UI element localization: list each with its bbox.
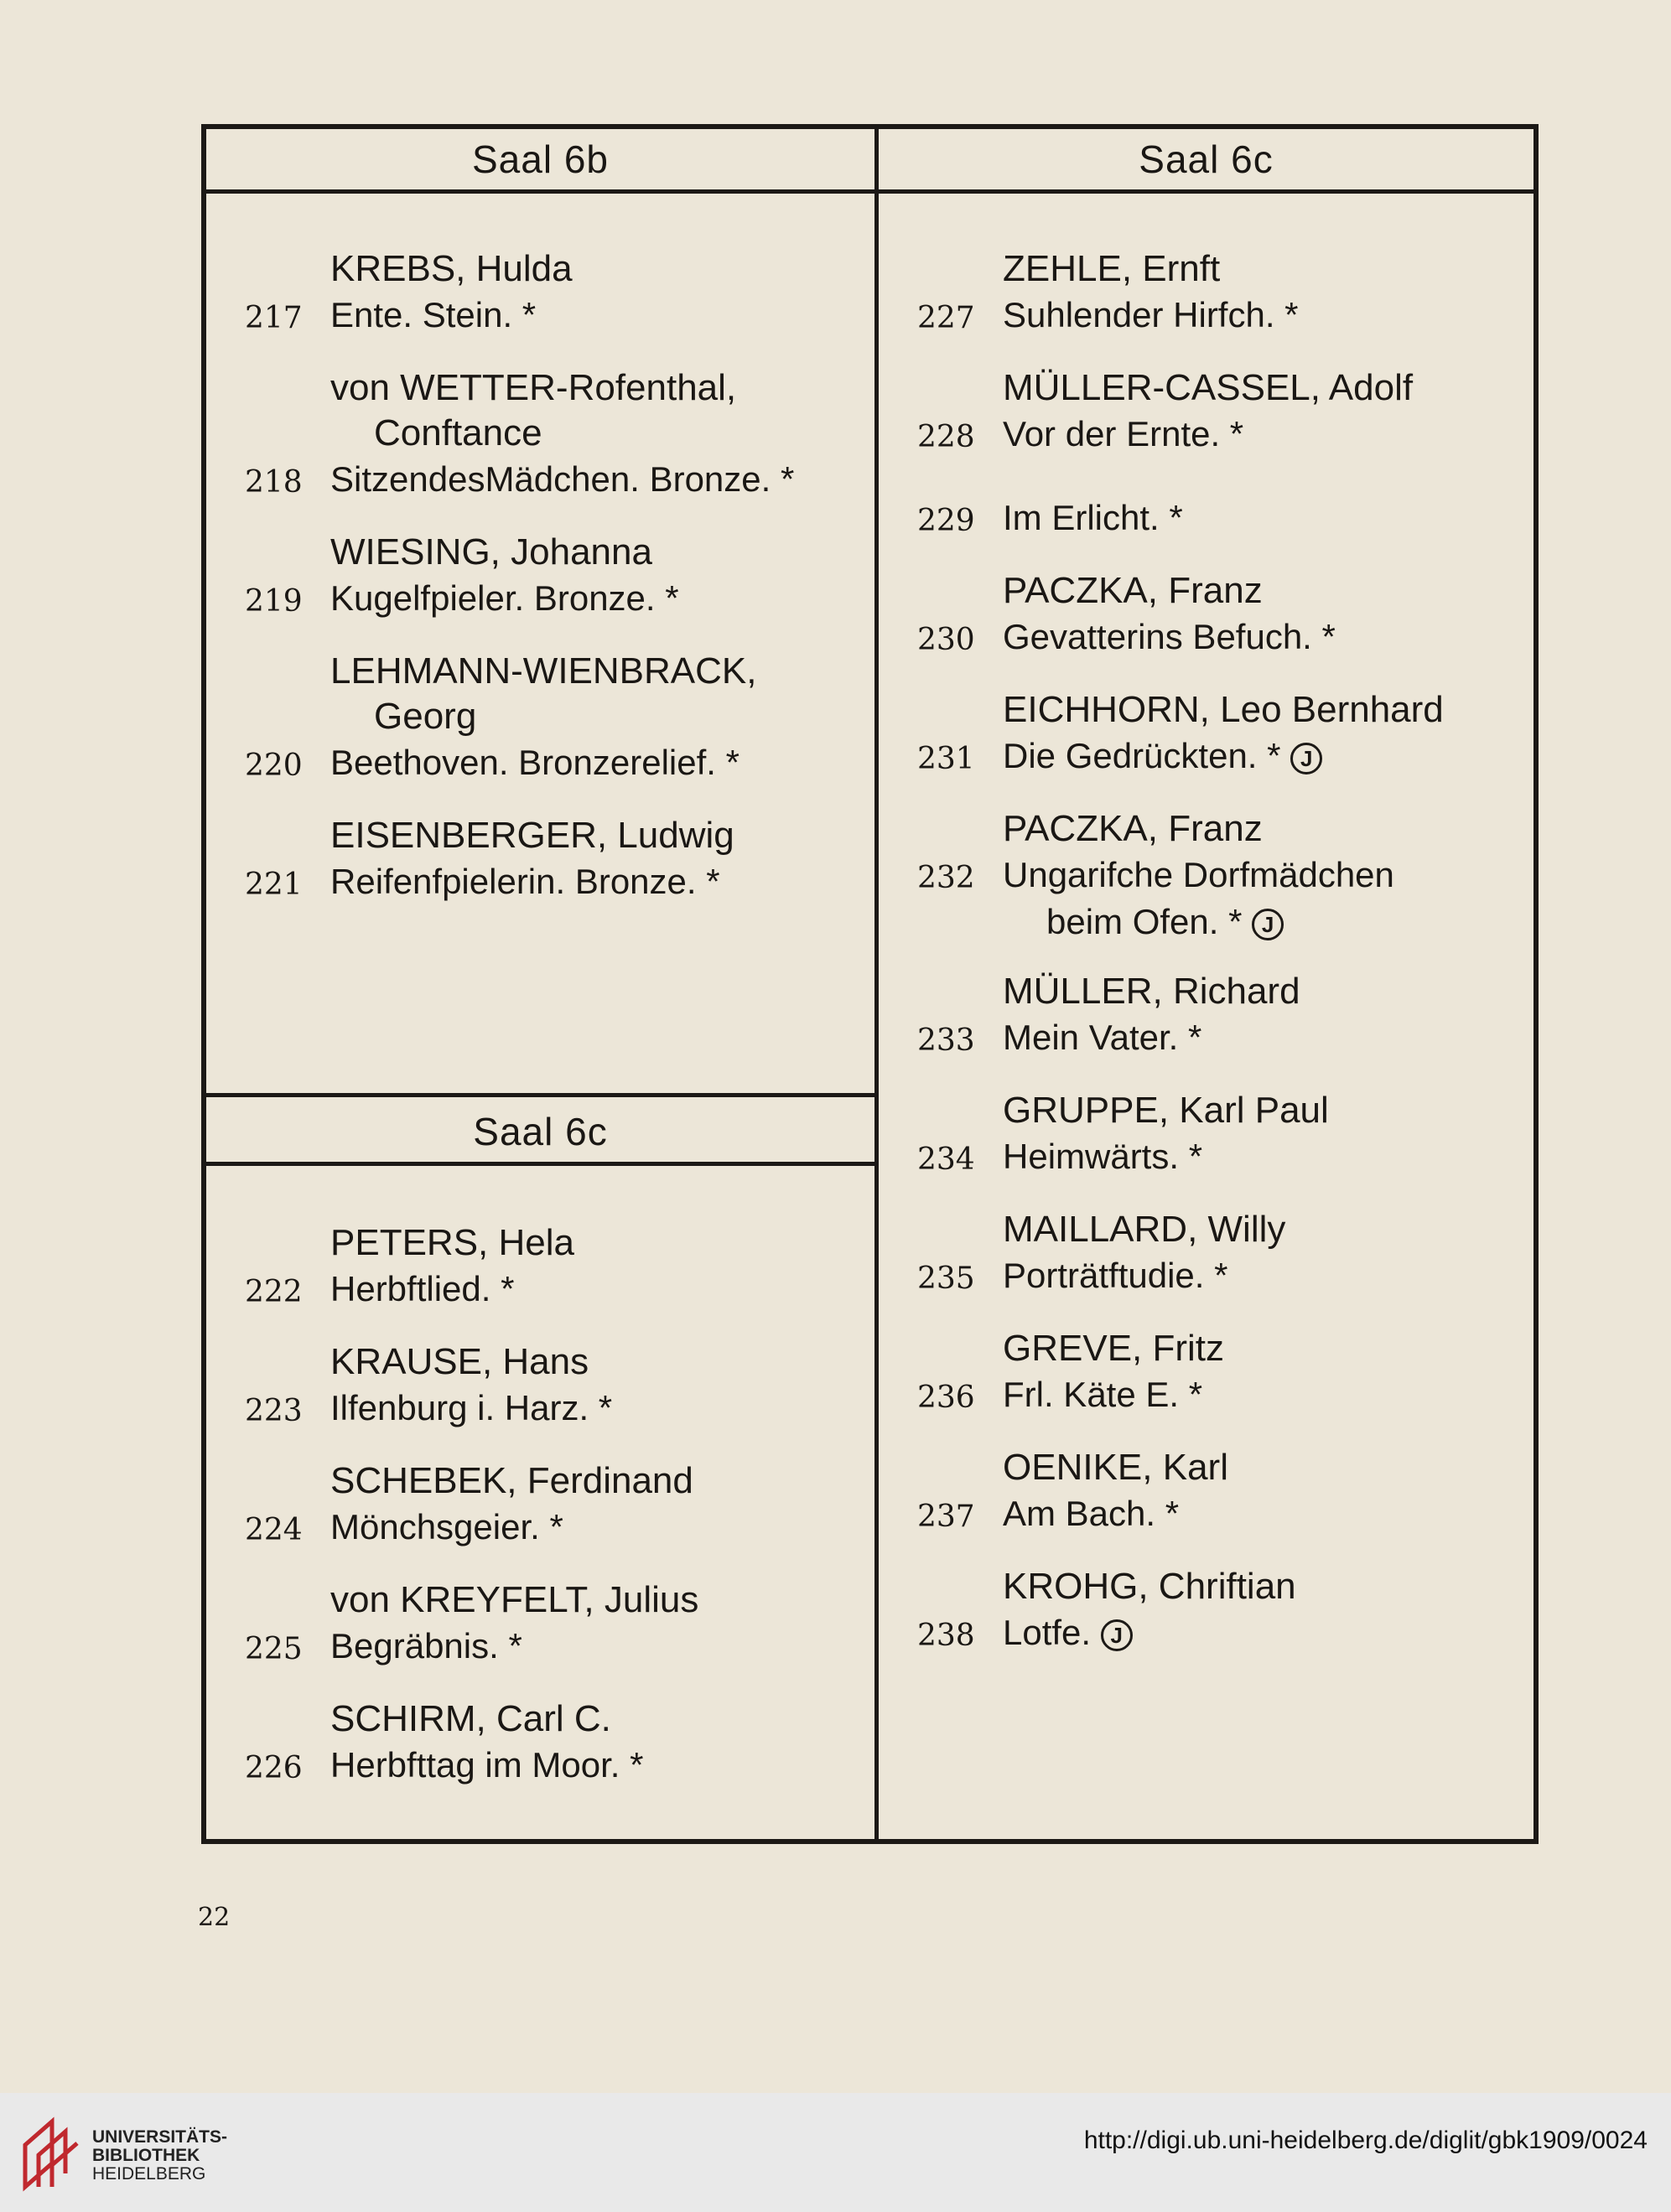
logo-line-2: BIBLIOTHEK xyxy=(92,2146,200,2165)
entry-title-text: Kugelfpieler. Bronze. * xyxy=(330,578,679,618)
catalog-entry xyxy=(879,1371,1533,1422)
entry-title xyxy=(330,1742,874,1792)
artist-label: KROHG, Chriftian xyxy=(1003,1566,1296,1607)
artist-name xyxy=(879,806,1533,852)
entry-title xyxy=(1003,1609,1533,1660)
entry-title xyxy=(330,739,874,790)
artist-label: WIESING, Johanna xyxy=(330,531,652,572)
entry-number: 234 xyxy=(917,1142,975,1177)
entry-title xyxy=(330,1623,874,1673)
artist-name xyxy=(879,568,1533,614)
artist-name xyxy=(206,813,874,858)
artist-label-continued: Georg xyxy=(374,696,477,737)
artist-label: MÜLLER, Richard xyxy=(1003,971,1300,1012)
entry-number: 231 xyxy=(917,742,975,776)
entry-title-text: Die Gedrückten. * xyxy=(1003,736,1281,775)
entry-title xyxy=(1003,733,1533,783)
entry-title-text: SitzendesMädchen. Bronze. * xyxy=(330,459,795,499)
artist-label: KRAUSE, Hans xyxy=(330,1341,589,1382)
entry-title-text: Lotfe. xyxy=(1003,1613,1092,1652)
entry-title-text: Heimwärts. * xyxy=(1003,1137,1203,1176)
entry-number: 217 xyxy=(245,301,303,335)
entry-title-text: Beethoven. Bronzerelief. * xyxy=(330,743,739,782)
catalog-table xyxy=(201,124,1539,1844)
catalog-entry xyxy=(879,852,1533,945)
right-header: Saal 6c xyxy=(1139,137,1274,181)
artist-label-continued: Conftance xyxy=(374,412,542,453)
artist-label: KREBS, Hulda xyxy=(330,248,573,289)
catalog-entry xyxy=(879,411,1533,461)
entry-title-text: Porträtftudie. * xyxy=(1003,1256,1228,1295)
artist-label: ZEHLE, Ernft xyxy=(1003,248,1221,289)
logo-line-1: UNIVERSITÄTS- xyxy=(92,2127,228,2147)
artist-name xyxy=(206,1458,874,1504)
artist-label: MAILLARD, Willy xyxy=(1003,1209,1286,1250)
artist-name xyxy=(879,246,1533,292)
entry-title xyxy=(330,1385,874,1435)
entry-title xyxy=(330,858,874,909)
artist-label: EICHHORN, Leo Bernhard xyxy=(1003,689,1444,730)
entry-title xyxy=(1003,1252,1533,1303)
artist-label: MÜLLER-CASSEL, Adolf xyxy=(1003,367,1414,408)
entry-title xyxy=(1003,1133,1533,1184)
entry-title xyxy=(330,1266,874,1316)
catalog-entry xyxy=(206,858,874,909)
entry-title xyxy=(1003,1014,1533,1065)
catalog-entry xyxy=(206,1742,874,1792)
jury-mark-icon: J xyxy=(1101,1619,1133,1651)
entry-title-text: Mein Vater. * xyxy=(1003,1018,1202,1057)
section-rule xyxy=(206,1162,874,1166)
artist-name xyxy=(206,1339,874,1385)
entry-number: 223 xyxy=(245,1394,303,1428)
right-section-6c xyxy=(879,236,1533,1673)
catalog-entry xyxy=(879,495,1533,545)
catalog-entry xyxy=(879,614,1533,664)
entry-number: 221 xyxy=(245,868,303,902)
entry-title-continued: beim Ofen. * xyxy=(1046,902,1243,941)
artist-label: von KREYFELT, Julius xyxy=(330,1579,699,1620)
left-header: Saal 6b xyxy=(471,137,609,181)
entry-number: 226 xyxy=(245,1751,303,1785)
catalog-entry xyxy=(206,1504,874,1554)
catalog-entry xyxy=(206,456,874,506)
artist-name xyxy=(879,687,1533,733)
artist-name xyxy=(879,1564,1533,1609)
entry-title xyxy=(330,456,874,506)
artist-name xyxy=(206,649,874,739)
artist-label: OENIKE, Karl xyxy=(1003,1447,1228,1488)
footer-bar xyxy=(0,2093,1671,2212)
artist-label: PACZKA, Franz xyxy=(1003,808,1263,849)
entry-title xyxy=(1003,411,1533,461)
entry-title-text: Herbfttag im Moor. * xyxy=(330,1745,644,1785)
entry-number: 218 xyxy=(245,465,303,500)
entry-title-text: Gevatterins Befuch. * xyxy=(1003,617,1336,656)
artist-name xyxy=(879,969,1533,1014)
entry-number: 229 xyxy=(917,504,975,538)
entry-title xyxy=(1003,1490,1533,1541)
entry-number: 237 xyxy=(917,1500,975,1534)
entry-number: 219 xyxy=(245,584,303,619)
catalog-entry xyxy=(879,1014,1533,1065)
artist-label: PETERS, Hela xyxy=(330,1222,574,1263)
entry-title xyxy=(1003,614,1533,664)
catalog-entry xyxy=(206,1266,874,1316)
entry-number: 233 xyxy=(917,1023,975,1058)
entry-title xyxy=(1003,852,1533,945)
entry-number: 232 xyxy=(917,861,975,895)
catalog-entry xyxy=(206,1385,874,1435)
entry-number: 238 xyxy=(917,1619,975,1653)
artist-name xyxy=(206,530,874,575)
jury-mark-icon: J xyxy=(1290,743,1322,774)
entry-number: 220 xyxy=(245,749,303,783)
header-rule xyxy=(206,189,874,194)
artist-name xyxy=(879,1207,1533,1252)
entry-title xyxy=(330,575,874,625)
left-section-6c xyxy=(206,1210,874,1805)
artist-label: LEHMANN-WIENBRACK, xyxy=(330,650,757,692)
entry-title-text: Begräbnis. * xyxy=(330,1626,522,1665)
entry-title-text: Herbftlied. * xyxy=(330,1269,515,1308)
catalog-entry xyxy=(206,739,874,790)
source-url[interactable]: http://digi.ub.uni-heidelberg.de/diglit/gbk1909/0024 xyxy=(1083,2127,1648,2154)
entry-title xyxy=(330,292,874,342)
entry-title-text: Ungarifche Dorfmädchen xyxy=(1003,855,1394,894)
logo-line-3: HEIDELBERG xyxy=(92,2164,206,2184)
library-logo-icon xyxy=(18,2111,82,2192)
jury-mark-icon: J xyxy=(1252,909,1284,940)
entry-title-text: Am Bach. * xyxy=(1003,1494,1180,1533)
artist-name xyxy=(206,1697,874,1742)
artist-label: SCHIRM, Carl C. xyxy=(330,1698,611,1739)
library-name xyxy=(92,2128,227,2184)
entry-title-text: Ilfenburg i. Harz. * xyxy=(330,1388,613,1427)
catalog-entry xyxy=(206,292,874,342)
artist-name xyxy=(879,1445,1533,1490)
entry-title-text: Ente. Stein. * xyxy=(330,295,537,334)
artist-name xyxy=(206,365,874,456)
left-header-2: Saal 6c xyxy=(473,1110,608,1153)
header-rule xyxy=(879,189,1533,194)
artist-name xyxy=(206,246,874,292)
artist-name xyxy=(206,1577,874,1623)
artist-label: EISENBERGER, Ludwig xyxy=(330,815,734,856)
artist-name xyxy=(879,365,1533,411)
artist-label: PACZKA, Franz xyxy=(1003,570,1263,611)
catalog-entry xyxy=(879,1133,1533,1184)
entry-title-text: Reifenfpielerin. Bronze. * xyxy=(330,862,720,901)
artist-label: GREVE, Fritz xyxy=(1003,1328,1225,1369)
entry-title-text: Vor der Ernte. * xyxy=(1003,414,1244,453)
entry-number: 236 xyxy=(917,1381,975,1415)
entry-title-text: Frl. Käte E. * xyxy=(1003,1375,1203,1414)
entry-number: 228 xyxy=(917,420,975,454)
artist-label: SCHEBEK, Ferdinand xyxy=(330,1460,693,1501)
entry-number: 235 xyxy=(917,1261,975,1296)
left-section-6b xyxy=(206,236,874,922)
page-number: 22 xyxy=(198,1903,231,1932)
artist-name xyxy=(879,1326,1533,1371)
entry-title-text: Mönchsgeier. * xyxy=(330,1507,563,1546)
entry-number: 222 xyxy=(245,1275,303,1309)
catalog-entry xyxy=(879,1252,1533,1303)
artist-name xyxy=(206,1220,874,1266)
entry-title-text: Im Erlicht. * xyxy=(1003,498,1183,537)
entry-number: 225 xyxy=(245,1632,303,1666)
catalog-entry xyxy=(879,1609,1533,1660)
artist-name xyxy=(879,1088,1533,1133)
entry-title-text: Suhlender Hirfch. * xyxy=(1003,295,1299,334)
entry-title xyxy=(1003,1371,1533,1422)
catalog-entry xyxy=(206,1623,874,1673)
entry-number: 230 xyxy=(917,623,975,657)
entry-title xyxy=(1003,495,1533,545)
entry-number: 224 xyxy=(245,1513,303,1547)
artist-label: GRUPPE, Karl Paul xyxy=(1003,1090,1329,1131)
catalog-entry xyxy=(879,1490,1533,1541)
catalog-entry xyxy=(206,575,874,625)
artist-label: von WETTER-Rofenthal, xyxy=(330,367,737,408)
catalog-entry xyxy=(879,733,1533,783)
section-rule xyxy=(206,1093,874,1097)
entry-title xyxy=(1003,292,1533,342)
entry-title xyxy=(330,1504,874,1554)
catalog-entry xyxy=(879,292,1533,342)
entry-number: 227 xyxy=(917,301,975,335)
